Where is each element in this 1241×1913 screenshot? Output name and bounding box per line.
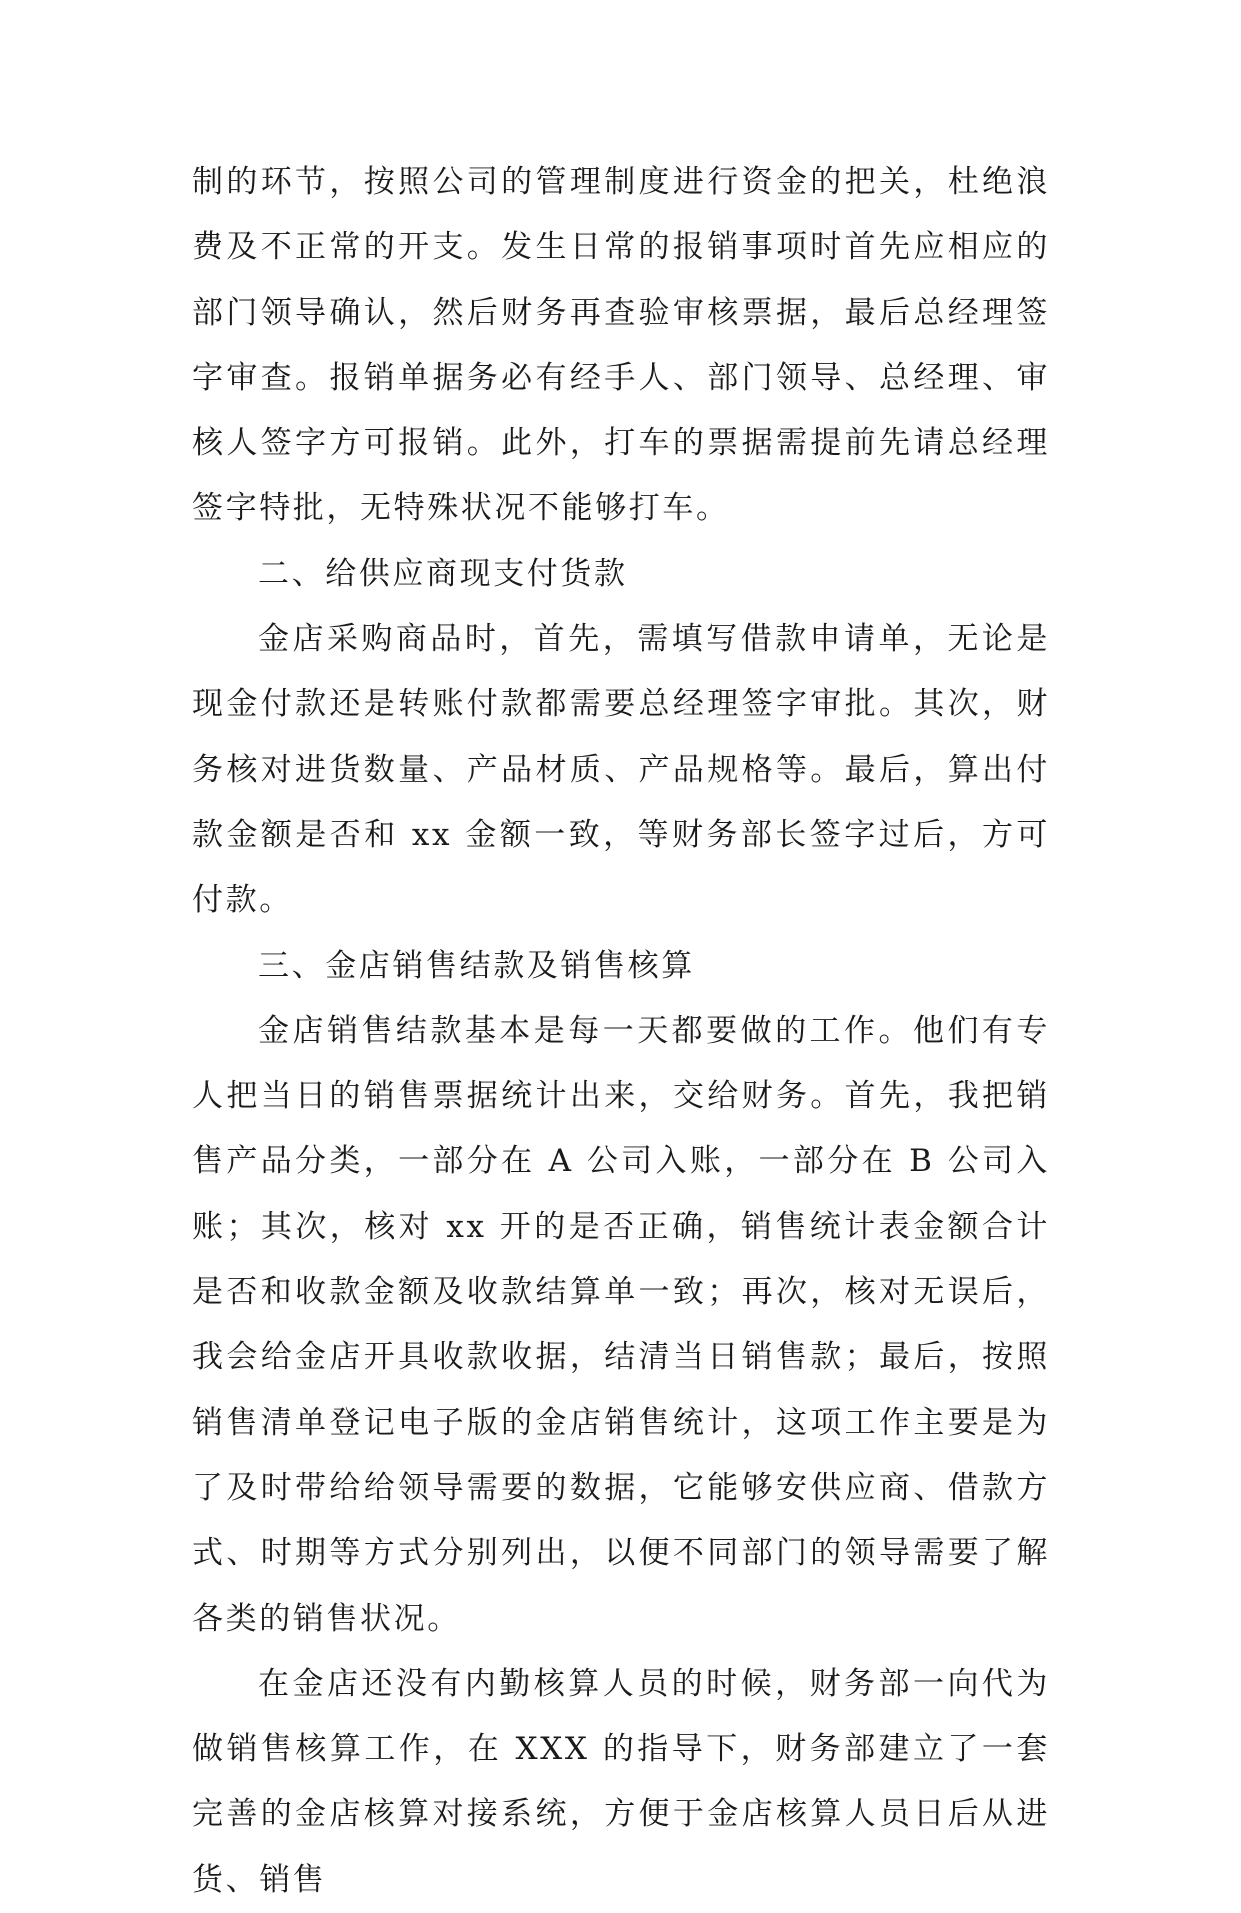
document-body	[192, 150, 1050, 1913]
section-heading-supplier-payment: 二、给供应商现支付货款	[258, 555, 628, 592]
paragraph-expense-control: 制的环节，按照公司的管理制度进行资金的把关，杜绝浪费及不正常的开支。发生日常的报销事项时首先应相应的部门领导确认，然后财务再查验审核票据，最后总经理签字审查。报销单据务必有经手人、部门领导、总经理、审核人签字方可报销。此外，打车的票据需提前先请总经理签字特批，无特殊状况不能够打车。	[192, 164, 1050, 527]
paragraph-accounting-system: 在金店还没有内勤核算人员的时候，财务部一向代为做销售核算工作，在 XXX 的指导下，财务部建立了一套完善的金店核算对接系统，方便于金店核算人员日后从进货、销售	[192, 1665, 1050, 1898]
paragraph-purchase-payment: 金店采购商品时，首先，需填写借款申请单，无论是现金付款还是转账付款都需要总经理签字审批。其次，财务核对进货数量、产品材质、产品规格等。最后，算出付款金额是否和 xx 金额一致，等财务部长签字过后，方可付款。	[192, 621, 1050, 919]
section-heading-sales-settlement: 三、金店销售结款及销售核算	[258, 947, 695, 984]
paragraph-sales-settlement: 金店销售结款基本是每一天都要做的工作。他们有专人把当日的销售票据统计出来，交给财务。首先，我把销售产品分类，一部分在 A 公司入账，一部分在 B 公司入账；其次，核对 xx 开的是否正确，销售统计表金额合计是否和收款金额及收款结算单一致；再次，核对无误后，我会给金店开具收款收据，结清当日销售款；最后，按照销售清单登记电子版的金店销售统计，这项工作主要是为了及时带给给领导需要的数据，它能够安供应商、借款方式、时期等方式分别列出，以便不同部门的领导需要了解各类的销售状况。	[192, 1012, 1050, 1637]
